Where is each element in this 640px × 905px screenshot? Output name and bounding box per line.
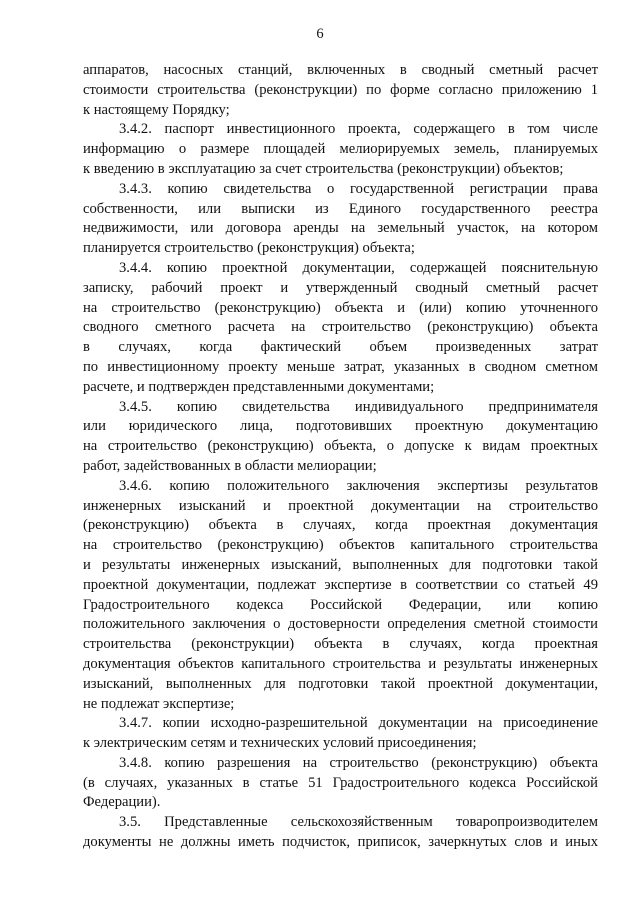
paragraph-3-4-2 xyxy=(83,120,598,179)
text-line: 3.4.6. копию положительного заключения экспертизы результатов xyxy=(119,477,598,494)
text-line: и результаты инженерных изысканий, выполненных для подготовки такой xyxy=(83,556,598,573)
text-line: аппаратов, насосных станций, включенных в сводный сметный расчет xyxy=(83,62,598,78)
paragraph-3-4-5 xyxy=(83,398,598,477)
text-line: не подлежат экспертизе; xyxy=(83,695,235,712)
text-line: собственности, или выписки из Единого государственного реестра xyxy=(83,200,598,217)
page-number: 6 xyxy=(316,26,324,42)
text-line: сводного сметного расчета на строительство (реконструкцию) объекта xyxy=(83,319,598,336)
text-line: (реконструкцию) объекта в случаях, когда проектная документация xyxy=(83,517,598,534)
text-line: информацию о размере площадей мелиорируемых земель, планируемых xyxy=(83,141,598,158)
text-line: проектной документации, подлежат экспертизе в соответствии со статьей 49 xyxy=(83,576,598,593)
paragraph-3-4-8 xyxy=(83,754,598,813)
text-line: или юридического лица, подготовивших проектную документацию xyxy=(83,418,598,435)
text-line: на строительство (реконструкцию) объекта и (или) копию уточненного xyxy=(83,299,598,316)
paragraph-3-4-6 xyxy=(83,477,598,715)
text-line: работ, задействованных в области мелиорации; xyxy=(83,457,377,474)
text-line: 3.5. Представленные сельскохозяйственным товаропроизводителем xyxy=(119,814,598,831)
text-line: строительства (реконструкции) объекта в случаях, когда проектная xyxy=(83,636,598,653)
paragraph xyxy=(83,61,598,120)
text-line: в случаях, когда фактический объем произведенных затрат xyxy=(83,339,598,356)
paragraph-3-4-3 xyxy=(83,180,598,259)
text-line: стоимости строительства (реконструкции) по форме согласно приложению 1 xyxy=(83,81,598,98)
text-line: по инвестиционному проекту меньше затрат, указанных в сводном сметном xyxy=(83,358,598,375)
body-text xyxy=(83,61,598,853)
text-line: (в случаях, указанных в статье 51 Градостроительного кодекса Российской xyxy=(83,774,598,791)
text-line: на строительство (реконструкцию) объектов капитального строительства xyxy=(83,537,598,554)
text-line: 3.4.7. копии исходно-разрешительной документации на присоединение xyxy=(119,715,598,732)
text-line: планируется строительство (реконструкция) объекта; xyxy=(83,240,415,257)
text-line: документация объектов капитального строительства и результаты инженерных xyxy=(83,655,598,672)
text-line: к электрическим сетям и технических условий присоединения; xyxy=(83,735,477,752)
text-line: Федерации). xyxy=(83,794,161,811)
text-line: изысканий, выполненных для подготовки такой проектной документации, xyxy=(83,675,598,692)
text-line: 3.4.2. паспорт инвестиционного проекта, содержащего в том числе xyxy=(119,121,598,138)
text-line: расчете, и подтвержден представленными документами; xyxy=(83,378,435,395)
text-line: 3.4.4. копию проектной документации, содержащей пояснительную xyxy=(119,259,598,276)
text-line: недвижимости, или договора аренды на земельный участок, на котором xyxy=(83,220,598,237)
text-line: Градостроительного кодекса Российской Федерации, или копию xyxy=(83,596,598,613)
text-line: к введению в эксплуатацию за счет строительства (реконструкции) объектов; xyxy=(83,160,564,177)
text-line: 3.4.8. копию разрешения на строительство (реконструкцию) объекта xyxy=(119,754,598,771)
text-line: документы не должны иметь подчисток, приписок, зачеркнутых слов и иных xyxy=(83,834,598,851)
text-line: к настоящему Порядку; xyxy=(83,101,230,118)
text-line: инженерных изысканий и проектной документации на строительство xyxy=(83,497,598,514)
paragraph-3-4-7 xyxy=(83,714,598,754)
paragraph-3-5 xyxy=(83,813,598,853)
text-line: 3.4.5. копию свидетельства индивидуального предпринимателя xyxy=(119,398,598,415)
text-line: записку, рабочий проект и утвержденный сводный сметный расчет xyxy=(83,279,598,296)
paragraph-3-4-4 xyxy=(83,259,598,398)
text-line: на строительство (реконструкцию) объекта, о допуске к видам проектных xyxy=(83,438,598,455)
text-line: 3.4.3. копию свидетельства о государственной регистрации права xyxy=(119,180,598,197)
text-line: положительного заключения о достоверности определения сметной стоимости xyxy=(83,616,598,633)
